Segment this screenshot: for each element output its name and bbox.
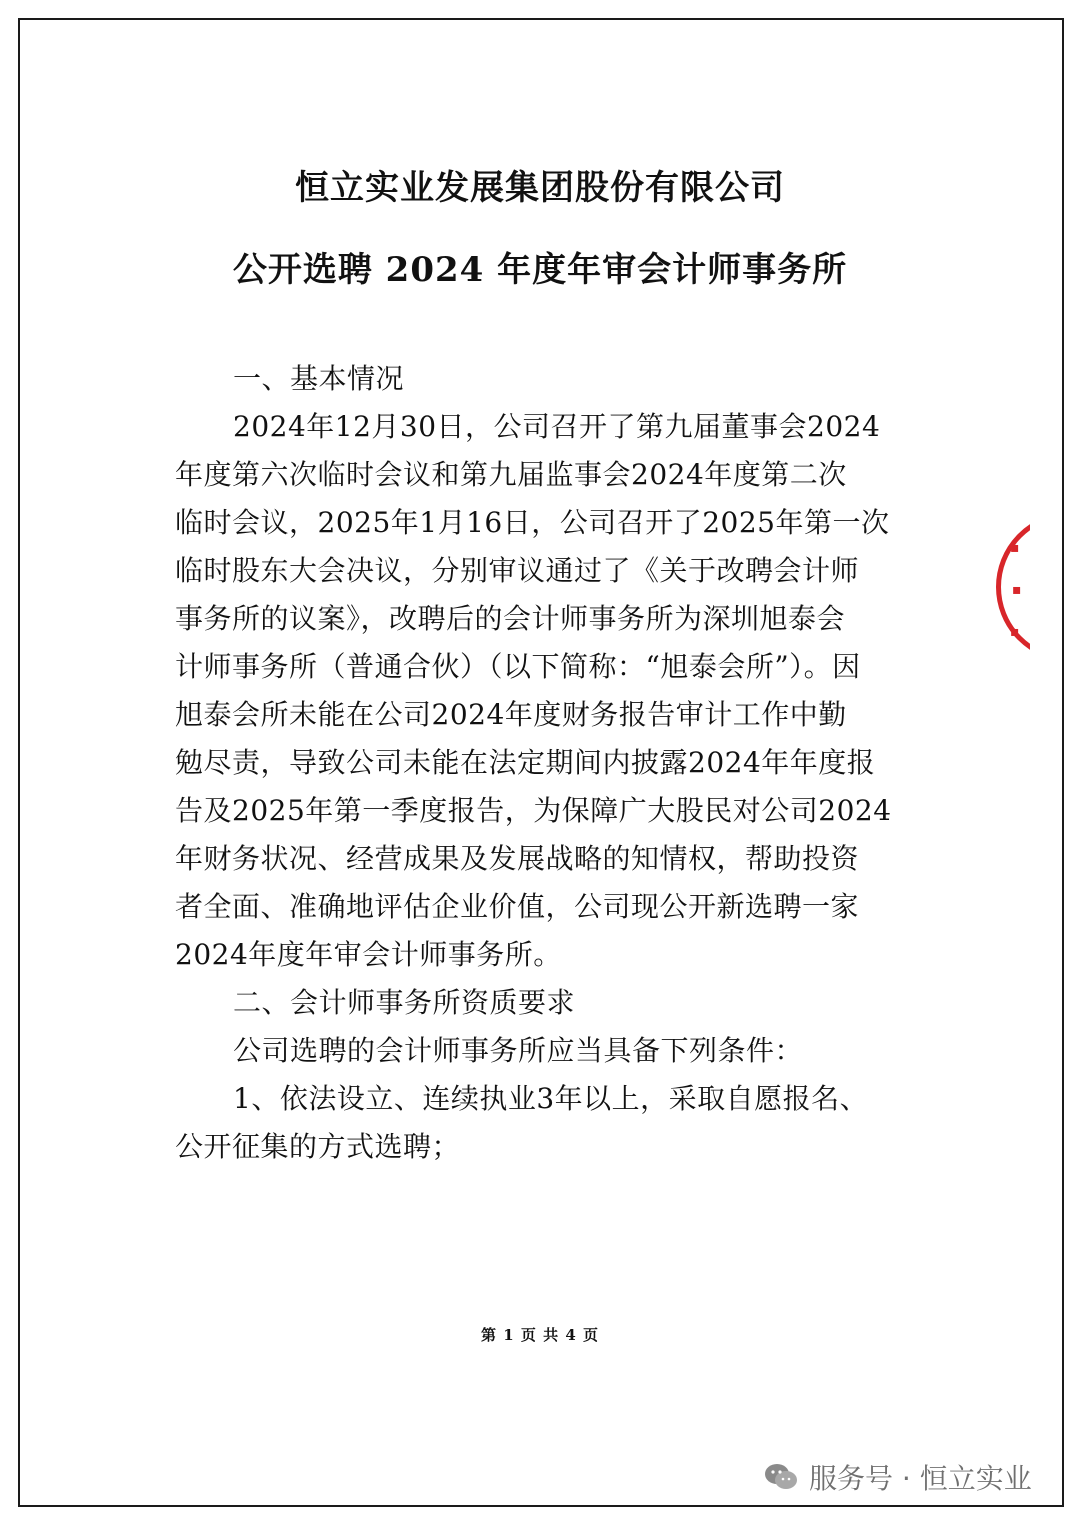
section-1-line: 2024年度年审会计师事务所。 (175, 938, 562, 971)
item-1-line: 公开征集的方式选聘； (175, 1130, 461, 1163)
wechat-watermark (763, 1452, 1032, 1502)
section-1-line: 2024年12月30日，公司召开了第九届董事会2024 (233, 410, 881, 443)
section-1-line: 者全面、准确地评估企业价值，公司现公开新选聘一家 (175, 890, 860, 923)
section-1-line: 临时会议，2025年1月16日，公司召开了2025年第一次 (175, 506, 890, 539)
section-1-line: 事务所的议案》，改聘后的会计师事务所为深圳旭泰会 (175, 602, 846, 635)
section-2-heading: 二、会计师事务所资质要求 (233, 986, 576, 1019)
watermark-text: 服务号 · 恒立实业 (809, 1462, 1032, 1495)
section-1-line: 年度第六次临时会议和第九届监事会2024年度第二次 (175, 458, 847, 491)
section-1-line: 计师事务所（普通合伙）（以下简称：“旭泰会所”）。因 (175, 650, 861, 683)
red-seal-stamp (988, 512, 1030, 670)
seal-mark-glyph: ▪ (1010, 540, 1020, 556)
section-1-heading: 一、基本情况 (233, 362, 405, 395)
section-2-intro: 公司选聘的会计师事务所应当具备下列条件： (233, 1034, 804, 1067)
document-title-line-2: 公开选聘 2024 年度年审会计师事务所 (232, 250, 848, 290)
section-1-line: 勉尽责，导致公司未能在法定期间内披露2024年年度报 (175, 746, 876, 779)
section-1-line: 年财务状况、经营成果及发展战略的知情权，帮助投资 (175, 842, 860, 875)
seal-mark-glyph: ▪ (1012, 582, 1022, 598)
section-1-line: 旭泰会所未能在公司2024年度财务报告审计工作中勤 (175, 698, 847, 731)
page-number-footer: 第 1 页 共 4 页 (481, 1326, 599, 1344)
wechat-icon (763, 1462, 799, 1492)
item-1-line: 1、依法设立、连续执业3年以上，采取自愿报名、 (233, 1082, 869, 1115)
section-1-line: 告及2025年第一季度报告，为保障广大股民对公司2024 (175, 794, 892, 827)
document-title-line-1: 恒立实业发展集团股份有限公司 (295, 168, 785, 208)
section-1-line: 临时股东大会决议，分别审议通过了《关于改聘会计师 (175, 554, 860, 587)
seal-mark-glyph: ▪ (1010, 624, 1020, 640)
